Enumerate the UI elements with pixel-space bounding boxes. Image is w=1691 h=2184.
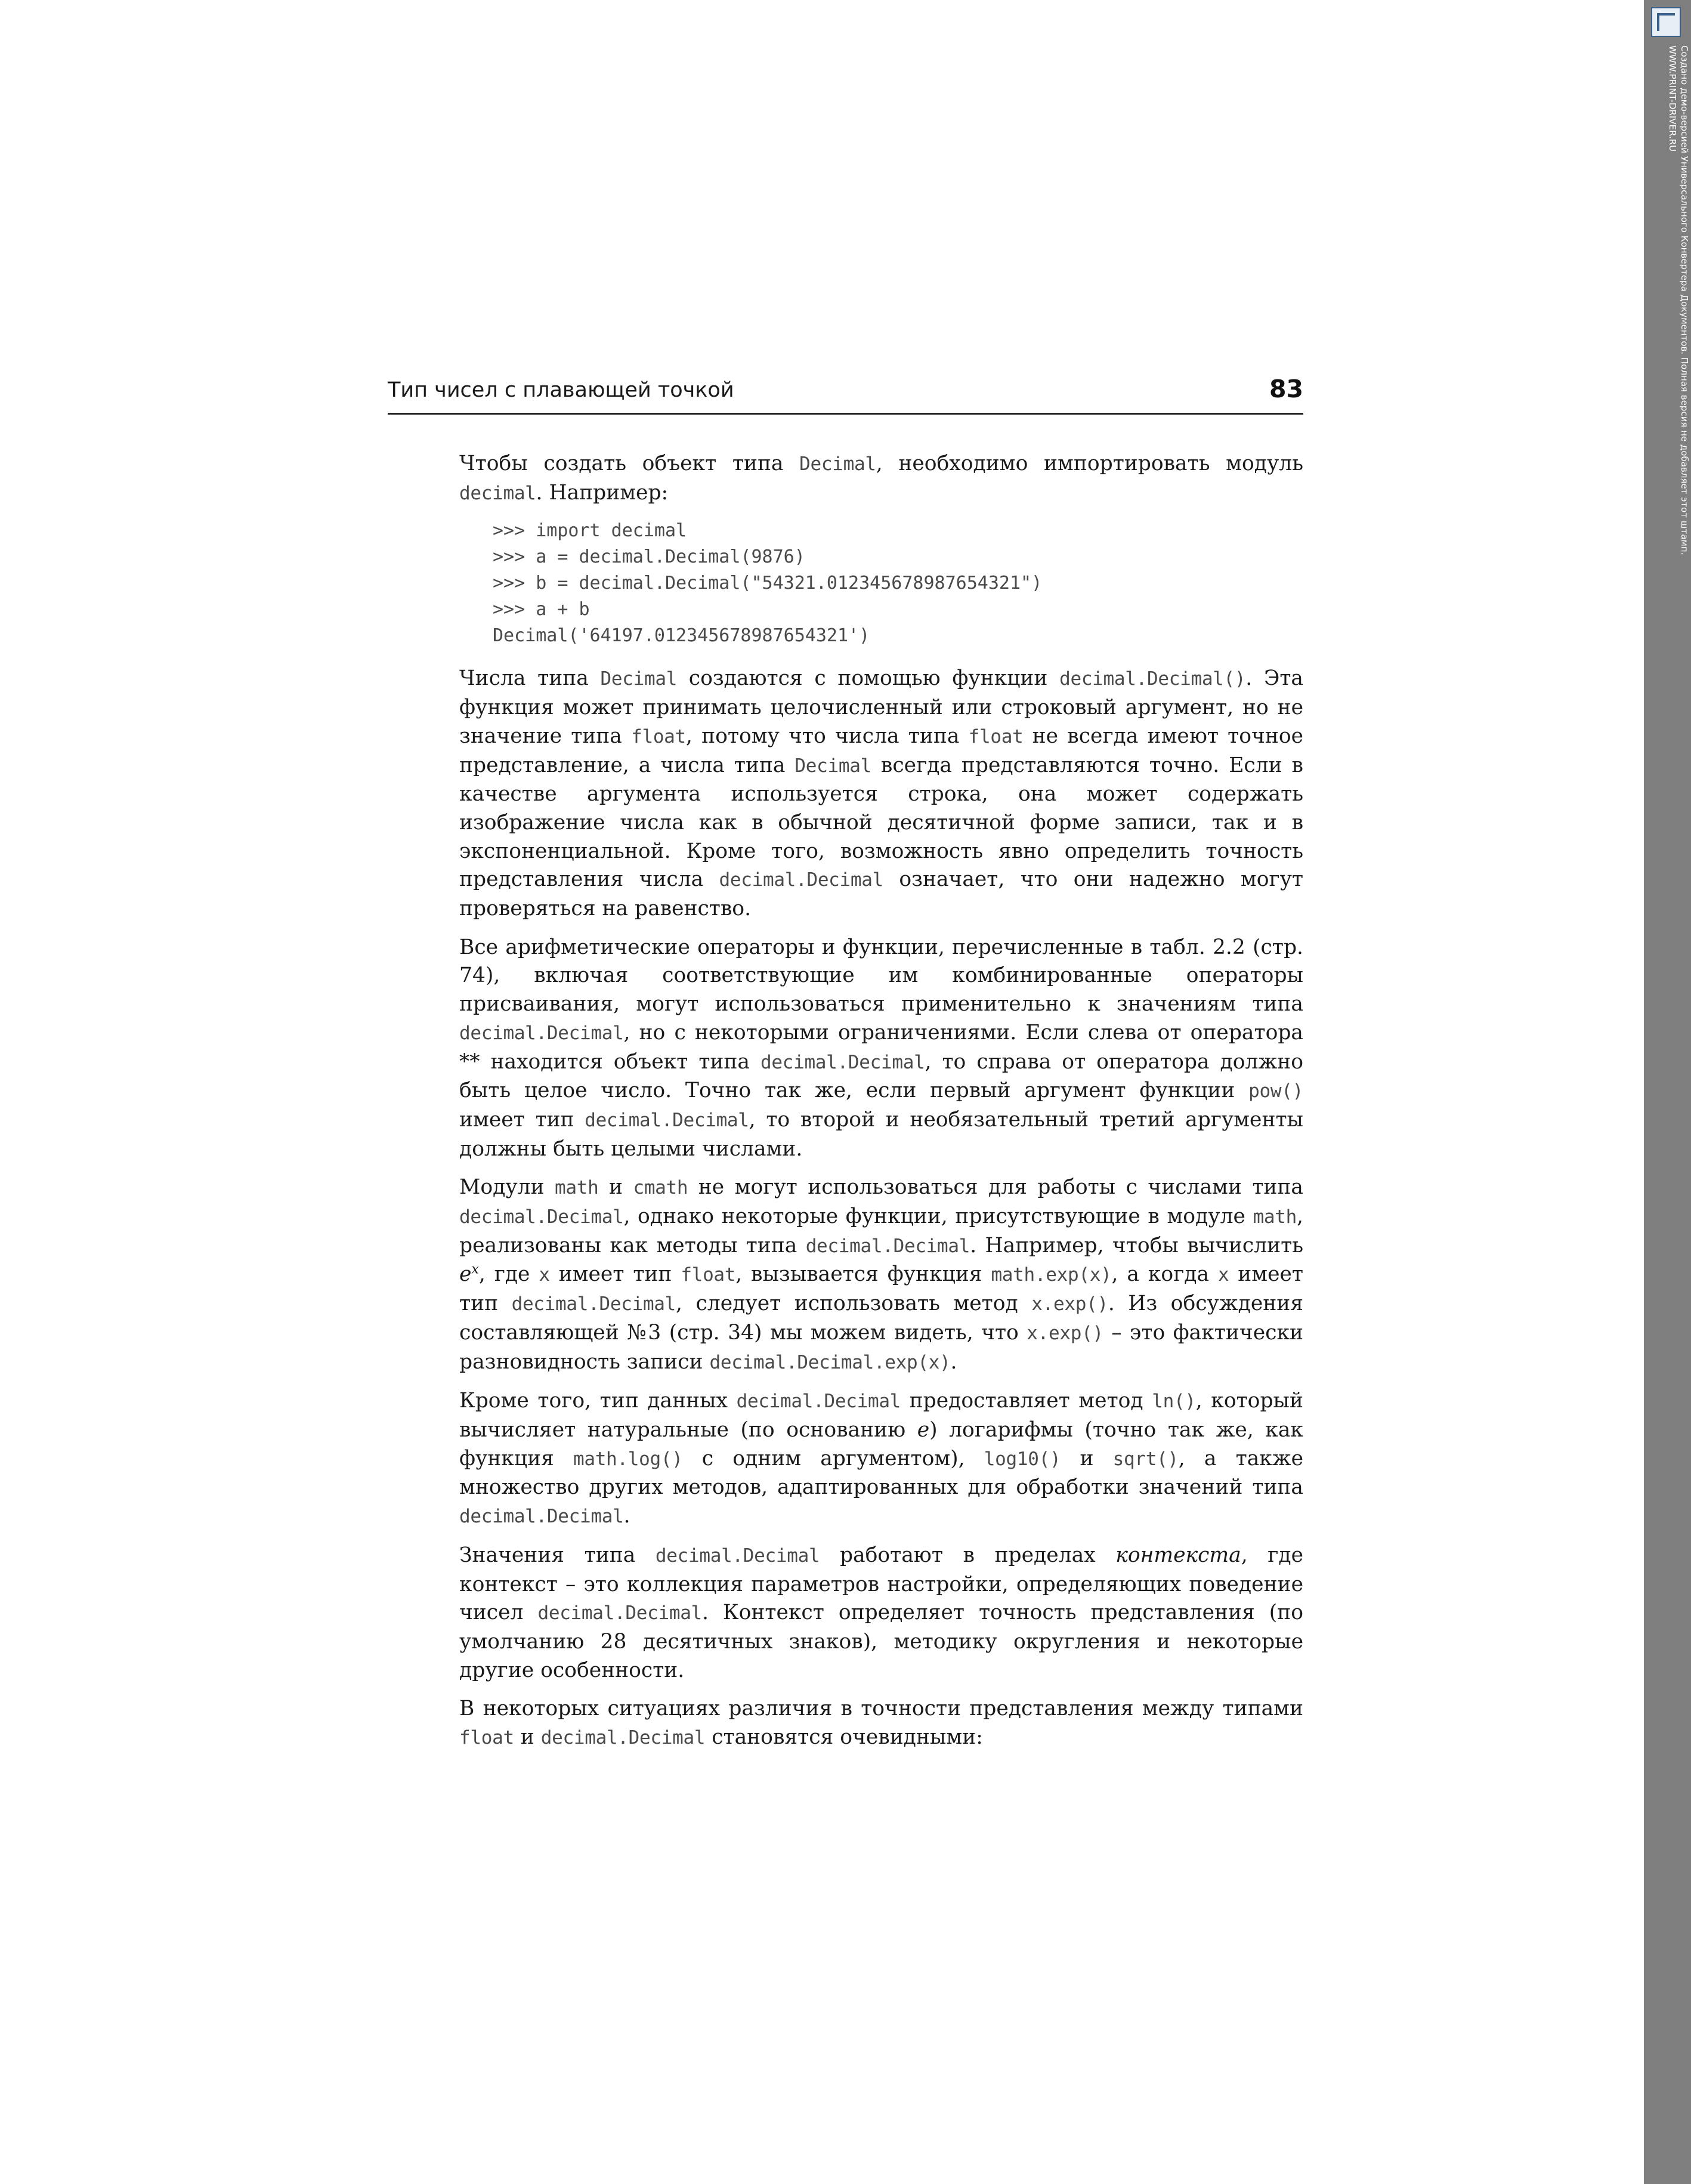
code-line: >>> import decimal [493, 520, 687, 542]
inline-code: Decimal [795, 755, 871, 777]
paragraph-arithmetic-operators: Все арифметические операторы и функции, перечисленные в табл. 2.2 (стр. 74), включая соответствующие им комбинированные операторы присваивания, могут использоваться применительно к значениям типа decimal.Decimal, но с некоторыми ограничениями. Если слева от оператора ** находится объект типа decimal.Decimal, то справа от оператора должно быть целое число. Точно так же, если первый аргумент функции pow() имеет тип decimal.Decimal, то второй и необязательный третий аргументы должны быть целыми числами. [459, 935, 1303, 1161]
code-line: >>> a = decimal.Decimal(9876) [493, 546, 805, 568]
watermark-sidebar [1644, 0, 1691, 2184]
paragraph-precision-differences: В некоторых ситуациях различия в точности представления между типами float и decimal.Decimal становятся очевидными: [459, 1697, 1303, 1750]
inline-code: decimal.Decimal [805, 1235, 970, 1257]
code-line: >>> a + b [493, 599, 590, 620]
inline-code: Decimal [799, 453, 876, 475]
inline-code: decimal.Decimal [511, 1293, 676, 1315]
inline-code: math [555, 1177, 599, 1199]
running-header [388, 376, 1303, 415]
inline-code: math.exp(x) [991, 1264, 1112, 1286]
inline-code: decimal.Decimal [655, 1544, 820, 1567]
inline-code: float [681, 1264, 736, 1286]
emphasis-term: контекста [1115, 1543, 1241, 1567]
code-line: Decimal('64197.012345678987654321') [493, 625, 870, 647]
inline-code: decimal.Decimal [540, 1727, 706, 1749]
page-body [459, 450, 1303, 1753]
inline-code: decimal [459, 482, 536, 504]
paragraph-math-modules: Модули math и cmath не могут использоваться для работы с числами типа decimal.Decimal, однако некоторые функции, присутствующие в модуле math, реализованы как методы типа decimal.Decimal. Например, чтобы вычислить $e^x$, где x имеет тип float, вызывается функция math.exp(x), а когда x имеет тип decimal.Decimal, следует использовать метод x.exp(). Из обсуждения составляющей №3 (стр. 34) мы можем видеть, что x.exp() – это фактически разновидность записи decimal.Decimal.exp(x). [459, 1175, 1303, 1374]
page-number: 83 [1269, 375, 1303, 403]
inline-code: ln() [1152, 1391, 1196, 1413]
watermark-line: Создано демо-версией Универсального Конвертера Документов. Полная версия не добавляет этот штамп. [1679, 45, 1690, 555]
inline-code: log10() [984, 1448, 1061, 1470]
inline-code: decimal.Decimal [736, 1391, 901, 1413]
inline-code: decimal.Decimal [537, 1602, 702, 1624]
inline-code: pow() [1248, 1080, 1303, 1102]
inline-code: x [539, 1264, 550, 1286]
inline-code: math.log() [573, 1448, 683, 1470]
inline-code: x [1217, 1264, 1229, 1286]
watermark-text [1667, 45, 1690, 555]
paragraph-decimal-methods: Кроме того, тип данных decimal.Decimal предоставляет метод ln(), который вычисляет натуральные (по основанию e) логарифмы (точно так же, как функция math.log() с одним аргументом), log10() и sqrt(), а также множество других методов, адаптированных для обработки значений типа decimal.Decimal. [459, 1389, 1304, 1528]
converter-logo-icon [1651, 7, 1681, 37]
code-example [493, 518, 1303, 649]
inline-code: float [631, 725, 686, 747]
inline-code: x.exp() [1031, 1293, 1108, 1315]
math-exponent: x [471, 1262, 479, 1277]
inline-code: math [1253, 1206, 1297, 1228]
inline-code: decimal.Decimal [760, 1051, 925, 1073]
inline-code: float [968, 725, 1024, 747]
paragraph-decimal-import: Чтобы создать объект типа Decimal, необходимо импортировать модуль decimal. Например: [459, 452, 1303, 505]
paragraph-context: Значения типа decimal.Decimal работают в пределах контекста, где контекст – это коллекция параметров настройки, определяющих поведение чисел decimal.Decimal. Контекст определяет точность представления (по умолчанию 28 десятичных знаков), методику округления и некоторые другие особенности. [459, 1543, 1304, 1682]
header-title: Тип чисел с плавающей точкой [388, 378, 734, 402]
inline-code: decimal.Decimal [459, 1206, 624, 1228]
paragraph-decimal-creation: Числа типа Decimal создаются с помощью функции decimal.Decimal(). Эта функция может принимать целочисленный или строковый аргумент, но не значение типа float, потому что числа типа float не всегда имеют точное представление, а числа типа Decimal всегда представляются точно. Если в качестве аргумента используется строка, она может содержать изображение числа как в обычной десятичной форме записи, так и в экспоненциальной. Кроме того, возможность явно определить точность представления числа decimal.Decimal означает, что они надежно могут проверяться на равенство. [459, 666, 1304, 921]
inline-code: x.exp() [1027, 1322, 1103, 1344]
watermark-url: WWW.PRINT-DRIVER.RU [1667, 45, 1678, 152]
math-symbol: e [917, 1417, 930, 1442]
inline-code: float [459, 1727, 514, 1749]
inline-code: decimal.Decimal.exp(x) [709, 1351, 951, 1373]
code-line: >>> b = decimal.Decimal("54321.012345678987654321") [493, 573, 1043, 594]
inline-code: decimal.Decimal [585, 1109, 749, 1131]
inline-code: sqrt() [1112, 1448, 1179, 1470]
inline-code: cmath [633, 1177, 688, 1199]
inline-code: decimal.Decimal [719, 869, 884, 891]
inline-code: Decimal [600, 668, 678, 690]
inline-code: decimal.Decimal [459, 1506, 624, 1528]
inline-code: decimal.Decimal() [1059, 668, 1246, 690]
math-symbol: e [459, 1262, 472, 1287]
inline-code: decimal.Decimal [459, 1022, 624, 1044]
